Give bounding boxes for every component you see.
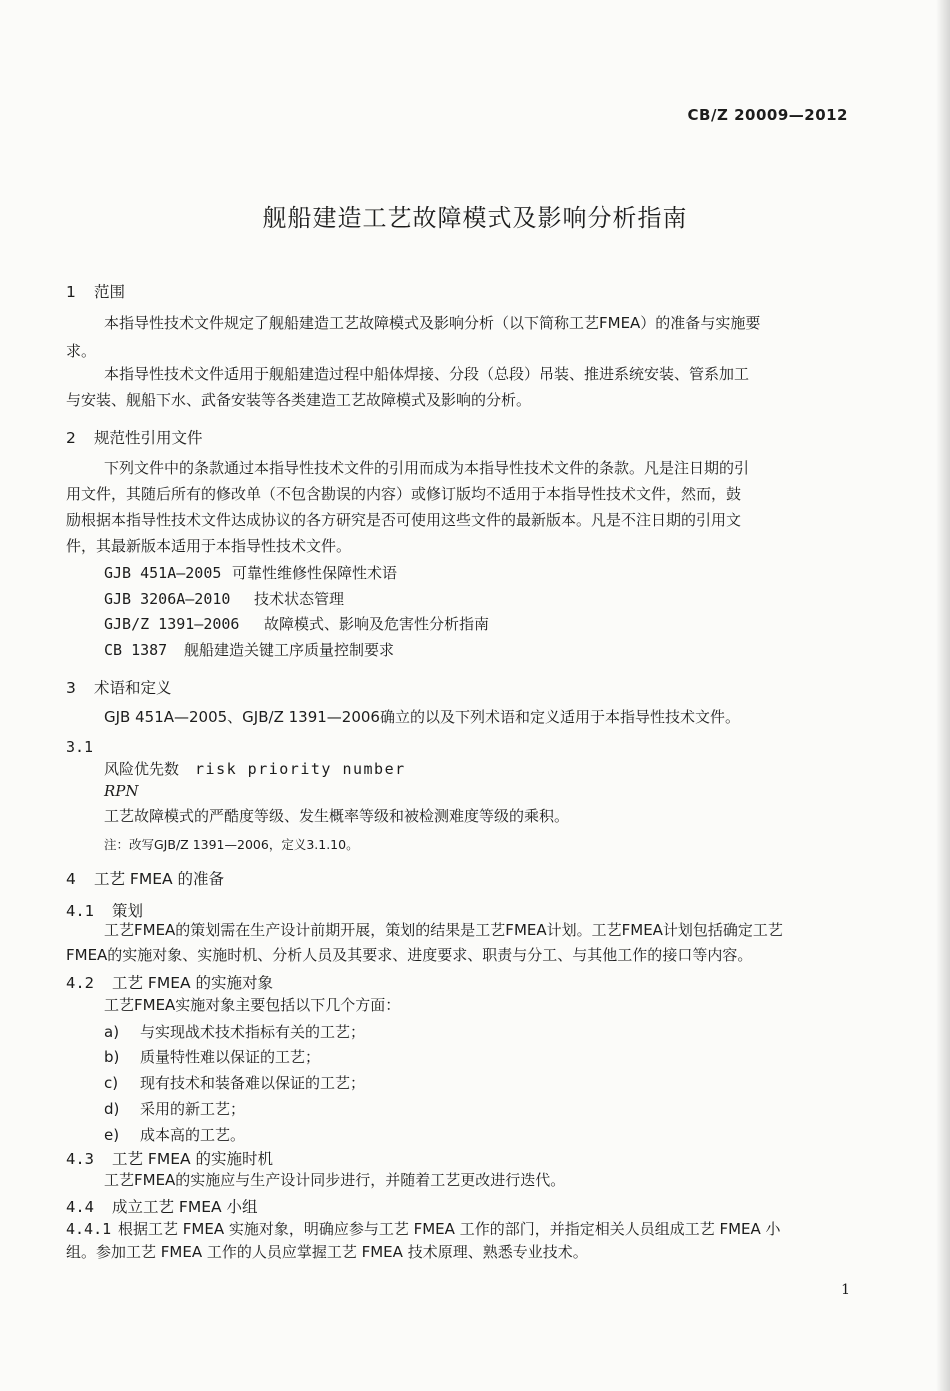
- list-label: b): [104, 1048, 120, 1066]
- section-title: 成立工艺 FMEA 小组: [112, 1198, 258, 1216]
- reference-code: GJB/Z 1391—2006: [104, 615, 240, 633]
- s1-paragraph-line: 与安装、舰船下水、武备安装等各类建造工艺故障模式及影响的分析。: [66, 391, 532, 409]
- section-number: 1: [66, 283, 76, 301]
- list-label: c): [104, 1074, 119, 1092]
- scan-edge-shadow: [936, 0, 950, 1391]
- reference-item: [104, 640, 394, 660]
- section-number: 4.1: [66, 902, 94, 920]
- reference-item: [104, 614, 489, 634]
- reference-code: CB 1387: [104, 641, 168, 659]
- s4-4-1-paragraph-line: [66, 1219, 781, 1239]
- section-4-heading: [66, 869, 224, 889]
- s1-paragraph-line: 本指导性技术文件规定了舰船建造工艺故障模式及影响分析（以下简称工艺FMEA）的准备与实施要: [104, 314, 761, 332]
- reference-name: 故障模式、影响及危害性分析指南: [264, 615, 490, 633]
- term-entry: [104, 759, 406, 779]
- reference-name: 技术状态管理: [254, 590, 345, 608]
- s2-paragraph-line: 用文件，其随后所有的修改单（不包含勘误的内容）或修订版均不适用于本指导性技术文件，然而，鼓: [66, 485, 742, 503]
- list-text: 现有技术和装备难以保证的工艺；: [140, 1074, 366, 1092]
- list-label: a): [104, 1023, 120, 1041]
- standard-code: CB/Z 20009—2012: [687, 106, 848, 124]
- document-title: 舰船建造工艺故障模式及影响分析指南: [262, 204, 688, 232]
- term-note: 注：改写GJB/Z 1391—2006，定义3.1.10。: [104, 837, 359, 852]
- paragraph-text: 根据工艺 FMEA 实施对象，明确应参与工艺 FMEA 工作的部门，并指定相关人员组成工艺 FMEA 小: [118, 1220, 781, 1238]
- s1-paragraph-line: 求。: [66, 342, 97, 360]
- term-chinese: 风险优先数: [104, 760, 180, 778]
- section-number: 4.3: [66, 1150, 94, 1168]
- reference-name: 可靠性维修性保障性术语: [232, 564, 398, 582]
- list-item: [104, 1022, 365, 1042]
- s4-2-intro: 工艺FMEA实施对象主要包括以下几个方面：: [104, 996, 401, 1014]
- section-title: 术语和定义: [94, 679, 172, 697]
- section-4-1-heading: [66, 901, 143, 921]
- section-number: 4.2: [66, 974, 94, 992]
- section-title: 范围: [94, 283, 126, 301]
- s3-paragraph-line: GJB 451A—2005、GJB/Z 1391—2006确立的以及下列术语和定义适用于本指导性技术文件。: [104, 708, 740, 726]
- section-number: 2: [66, 429, 76, 447]
- section-4-3-heading: [66, 1149, 273, 1169]
- list-item: [104, 1099, 245, 1119]
- section-4-4-heading: [66, 1197, 258, 1217]
- section-1-heading: [66, 282, 125, 302]
- s4-3-paragraph-line: 工艺FMEA的实施应与生产设计同步进行，并随着工艺更改进行迭代。: [104, 1171, 566, 1189]
- s4-4-1-paragraph-line: 组。参加工艺 FMEA 工作的人员应掌握工艺 FMEA 技术原理、熟悉专业技术。: [66, 1243, 588, 1261]
- s1-paragraph-line: 本指导性技术文件适用于舰船建造过程中船体焊接、分段（总段）吊装、推进系统安装、管系加工: [104, 365, 750, 383]
- list-text: 成本高的工艺。: [140, 1126, 246, 1144]
- section-4-2-heading: [66, 973, 273, 993]
- s4-1-paragraph-line: 工艺FMEA的策划需在生产设计前期开展，策划的结果是工艺FMEA计划。工艺FMEA计划包括确定工艺: [104, 921, 783, 939]
- list-text: 采用的新工艺；: [140, 1100, 246, 1118]
- term-abbreviation: RPN: [104, 782, 139, 800]
- section-title: 工艺 FMEA 的实施对象: [112, 974, 274, 992]
- section-title: 工艺 FMEA 的实施时机: [112, 1150, 274, 1168]
- section-number: 4.4: [66, 1198, 94, 1216]
- s2-paragraph-line: 件，其最新版本适用于本指导性技术文件。: [66, 537, 352, 555]
- reference-name: 舰船建造关键工序质量控制要求: [184, 641, 395, 659]
- section-number: 4.4.1: [66, 1220, 112, 1238]
- section-number: 3: [66, 679, 76, 697]
- list-text: 质量特性难以保证的工艺；: [140, 1048, 321, 1066]
- list-item: [104, 1073, 365, 1093]
- list-text: 与实现战术技术指标有关的工艺；: [140, 1023, 366, 1041]
- reference-item: [104, 563, 397, 583]
- section-title: 规范性引用文件: [94, 429, 203, 447]
- list-item: [104, 1047, 320, 1067]
- subsection-number: 3.1: [66, 738, 94, 756]
- reference-code: GJB 451A—2005: [104, 564, 222, 582]
- section-number: 4: [66, 870, 76, 888]
- term-english: risk priority number: [195, 760, 406, 778]
- reference-item: [104, 589, 344, 609]
- list-label: d): [104, 1100, 120, 1118]
- s2-paragraph-line: 励根据本指导性技术文件达成协议的各方研究是否可使用这些文件的最新版本。凡是不注日期的引用文: [66, 511, 742, 529]
- term-definition: 工艺故障模式的严酷度等级、发生概率等级和被检测难度等级的乘积。: [104, 807, 570, 825]
- list-label: e): [104, 1126, 120, 1144]
- section-title: 工艺 FMEA 的准备: [94, 870, 225, 888]
- reference-code: GJB 3206A—2010: [104, 590, 231, 608]
- section-3-heading: [66, 678, 172, 698]
- s2-paragraph-line: 下列文件中的条款通过本指导性技术文件的引用而成为本指导性技术文件的条款。凡是注日期的引: [104, 459, 750, 477]
- page-number: 1: [841, 1282, 850, 1298]
- s4-1-paragraph-line: FMEA的实施对象、实施时机、分析人员及其要求、进度要求、职责与分工、与其他工作的接口等内容。: [66, 946, 753, 964]
- section-2-heading: [66, 428, 203, 448]
- list-item: [104, 1125, 245, 1145]
- section-title: 策划: [112, 902, 144, 920]
